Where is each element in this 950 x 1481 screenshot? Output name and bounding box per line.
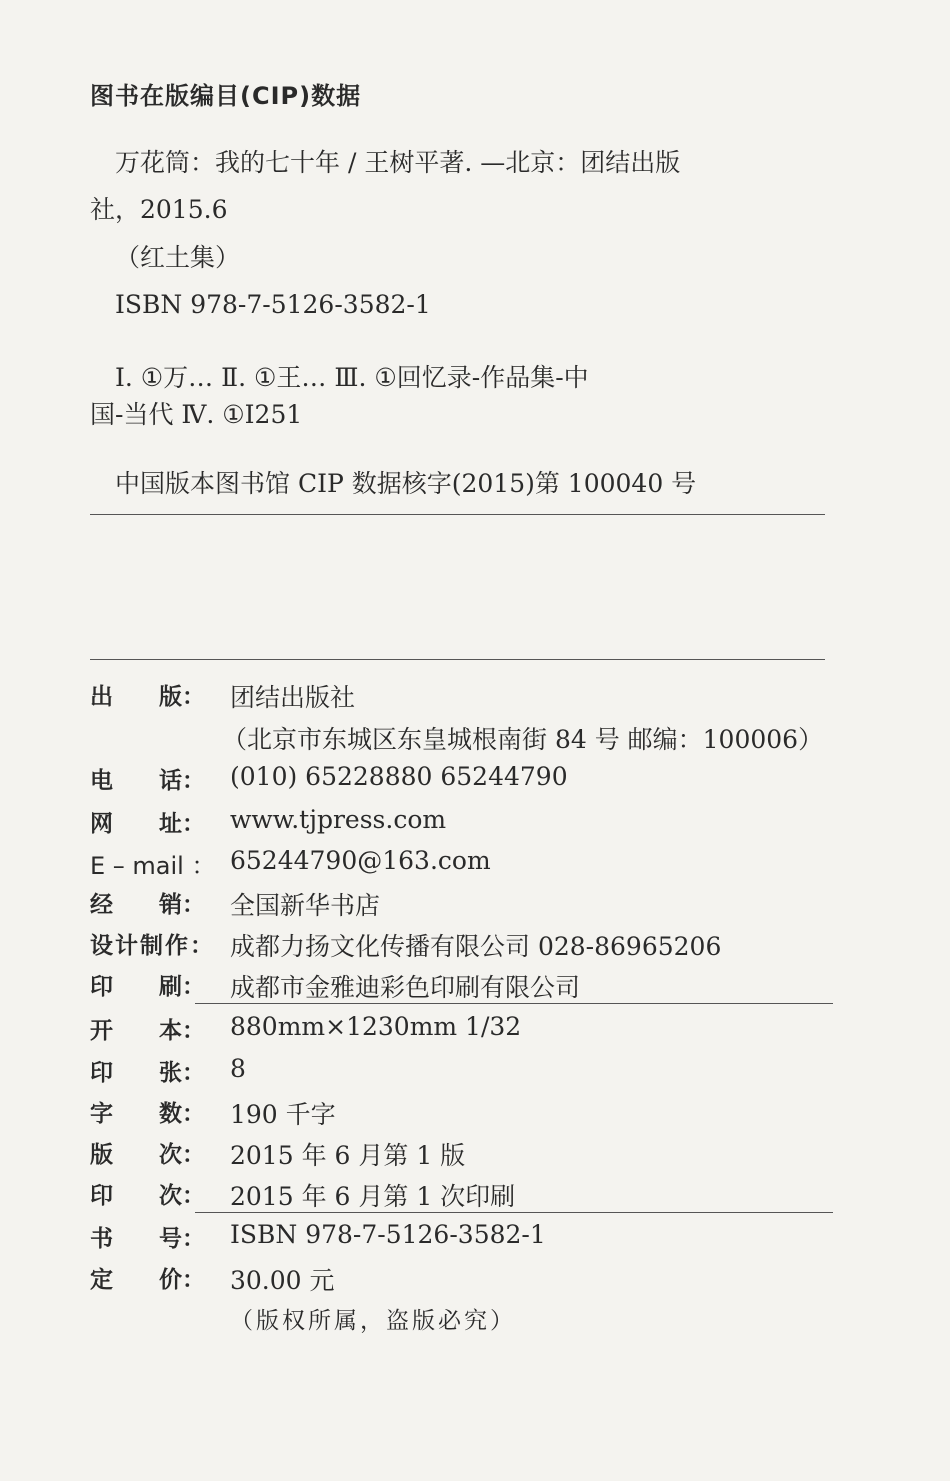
format-label: 开 本： xyxy=(90,1018,205,1044)
book-number-value: ISBN 978-7-5126-3582-1 xyxy=(230,1220,546,1249)
email-value: 65244790@163.com xyxy=(230,846,491,875)
publisher-label: 出 版： xyxy=(90,684,205,710)
price-label: 定 价： xyxy=(90,1267,205,1293)
cip-series: （红土集） xyxy=(115,243,241,272)
printer-label: 印 刷： xyxy=(90,974,205,1000)
cip-title-line-1: 万花筒：我的七十年 / 王树平著. —北京：团结出版 xyxy=(115,148,681,177)
words-value: 190 千字 xyxy=(230,1100,336,1129)
cip-bottom-rule xyxy=(90,514,825,515)
cip-title-line-2: 社，2015.6 xyxy=(90,195,228,224)
distributor-value: 全国新华书店 xyxy=(230,891,381,920)
sheets-label: 印 张： xyxy=(90,1060,205,1086)
cip-number: 中国版本图书馆 CIP 数据核字(2015)第 100040 号 xyxy=(115,469,697,498)
cip-isbn: ISBN 978-7-5126-3582-1 xyxy=(115,290,431,319)
website-value: www.tjpress.com xyxy=(230,805,447,834)
website-label: 网 址： xyxy=(90,811,205,837)
imprint-top-rule xyxy=(90,659,825,660)
design-label: 设计制作： xyxy=(90,933,215,959)
design-value: 成都力扬文化传播有限公司 028-86965206 xyxy=(230,932,722,961)
printer-value: 成都市金雅迪彩色印刷有限公司 xyxy=(230,973,581,1002)
price-value: 30.00 元 xyxy=(230,1266,335,1295)
phone-value: (010) 65228880 65244790 xyxy=(230,762,568,791)
edition-value: 2015 年 6 月第 1 版 xyxy=(230,1141,466,1170)
distributor-label: 经 销： xyxy=(90,892,205,918)
edition-label: 版 次： xyxy=(90,1142,205,1168)
sheets-value: 8 xyxy=(230,1054,246,1083)
book-number-label: 书 号： xyxy=(90,1226,205,1252)
imprint-mid-rule xyxy=(195,1003,833,1004)
publisher-value: 团结出版社 xyxy=(230,683,356,712)
cip-subject-line-1: Ⅰ. ①万… Ⅱ. ①王… Ⅲ. ①回忆录-作品集-中 xyxy=(115,363,589,392)
rights-notice: （版权所属，盗版必究） xyxy=(230,1308,516,1334)
printing-label: 印 次： xyxy=(90,1183,205,1209)
words-label: 字 数： xyxy=(90,1101,205,1127)
phone-label: 电 话： xyxy=(90,768,205,794)
cip-subject-line-2: 国-当代 Ⅳ. ①I251 xyxy=(90,400,303,429)
cip-heading: 图书在版编目(CIP)数据 xyxy=(90,82,362,110)
format-value: 880mm×1230mm 1/32 xyxy=(230,1012,522,1041)
publisher-address: （北京市东城区东皇城根南街 84 号 邮编：100006） xyxy=(222,725,824,754)
imprint-lower-rule xyxy=(195,1212,833,1213)
email-label: E – mail ： xyxy=(90,852,216,880)
printing-value: 2015 年 6 月第 1 次印刷 xyxy=(230,1182,516,1211)
